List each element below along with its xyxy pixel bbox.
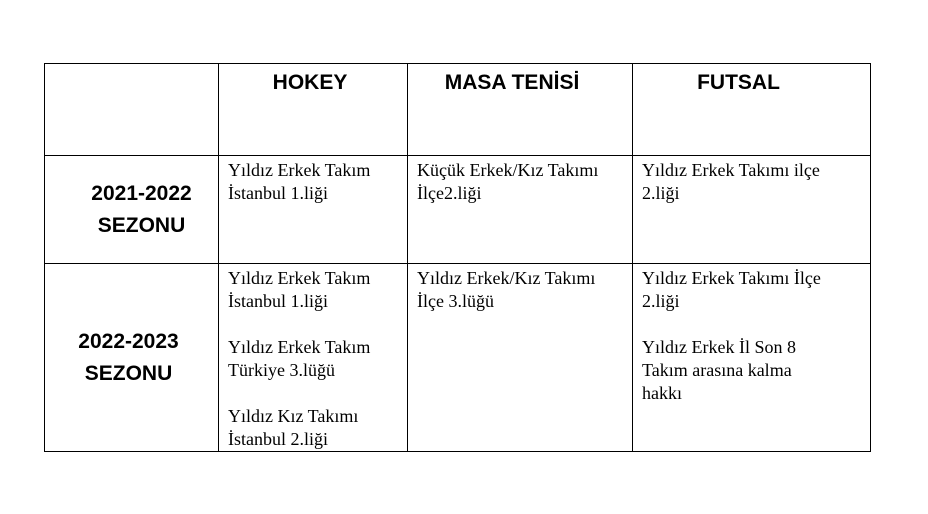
entry-line: Yıldız Erkek İl Son 8 bbox=[642, 337, 796, 357]
entry-line: Yıldız Erkek Takım bbox=[228, 160, 371, 180]
entry-line: Türkiye 3.lüğü bbox=[228, 360, 335, 380]
result-entry bbox=[417, 267, 632, 313]
entry-line: İlçe 3.lüğü bbox=[417, 291, 494, 311]
entry-line: Yıldız Erkek Takım bbox=[228, 337, 371, 357]
entry-line: Yıldız Erkek Takımı ilçe bbox=[642, 160, 820, 180]
masa-tenisi-cell bbox=[408, 156, 633, 264]
header-hokey-label: HOKEY bbox=[272, 71, 348, 94]
results-table bbox=[44, 63, 871, 452]
hokey-cell bbox=[219, 156, 408, 264]
entry-line: 2.liği bbox=[642, 183, 680, 203]
season-cell bbox=[45, 264, 219, 452]
entry-line: Takım arasına kalma bbox=[642, 360, 792, 380]
result-entry bbox=[642, 159, 870, 205]
season-word: SEZONU bbox=[97, 213, 186, 237]
result-entry bbox=[642, 336, 870, 405]
entry-line: İstanbul 2.liği bbox=[228, 429, 328, 449]
season-cell bbox=[45, 156, 219, 264]
entry-line: İstanbul 1.liği bbox=[228, 183, 328, 203]
season-row-2021-2022 bbox=[45, 156, 871, 264]
result-entry bbox=[228, 159, 407, 205]
season-years: 2022-2023 bbox=[78, 329, 179, 353]
entry-line: Yıldız Erkek/Kız Takımı bbox=[417, 268, 596, 288]
entry-line: İstanbul 1.liği bbox=[228, 291, 328, 311]
entry-line: Küçük Erkek/Kız Takımı bbox=[417, 160, 599, 180]
entry-line: Yıldız Erkek Takımı İlçe bbox=[642, 268, 821, 288]
entry-line: Yıldız Erkek Takım bbox=[228, 268, 371, 288]
masa-tenisi-cell bbox=[408, 264, 633, 452]
entry-line: Yıldız Kız Takımı bbox=[228, 406, 359, 426]
season-years: 2021-2022 bbox=[91, 181, 192, 205]
entry-line: İlçe2.liği bbox=[417, 183, 482, 203]
hokey-cell bbox=[219, 264, 408, 452]
futsal-cell bbox=[633, 156, 871, 264]
corner-cell bbox=[45, 64, 219, 156]
result-entry bbox=[228, 267, 407, 313]
result-entry bbox=[228, 405, 407, 451]
header-futsal-label: FUTSAL bbox=[697, 71, 780, 94]
season-row-2022-2023 bbox=[45, 264, 871, 452]
header-masa-tenisi bbox=[408, 64, 633, 156]
header-hokey bbox=[219, 64, 408, 156]
futsal-cell bbox=[633, 264, 871, 452]
result-entry bbox=[642, 267, 870, 313]
season-word: SEZONU bbox=[84, 361, 173, 385]
entry-line: 2.liği bbox=[642, 291, 680, 311]
header-futsal bbox=[633, 64, 871, 156]
header-masa-tenisi-label: MASA TENİSİ bbox=[444, 71, 580, 94]
entry-line: hakkı bbox=[642, 383, 682, 403]
result-entry bbox=[417, 159, 632, 205]
result-entry bbox=[228, 336, 407, 382]
header-row bbox=[45, 64, 871, 156]
